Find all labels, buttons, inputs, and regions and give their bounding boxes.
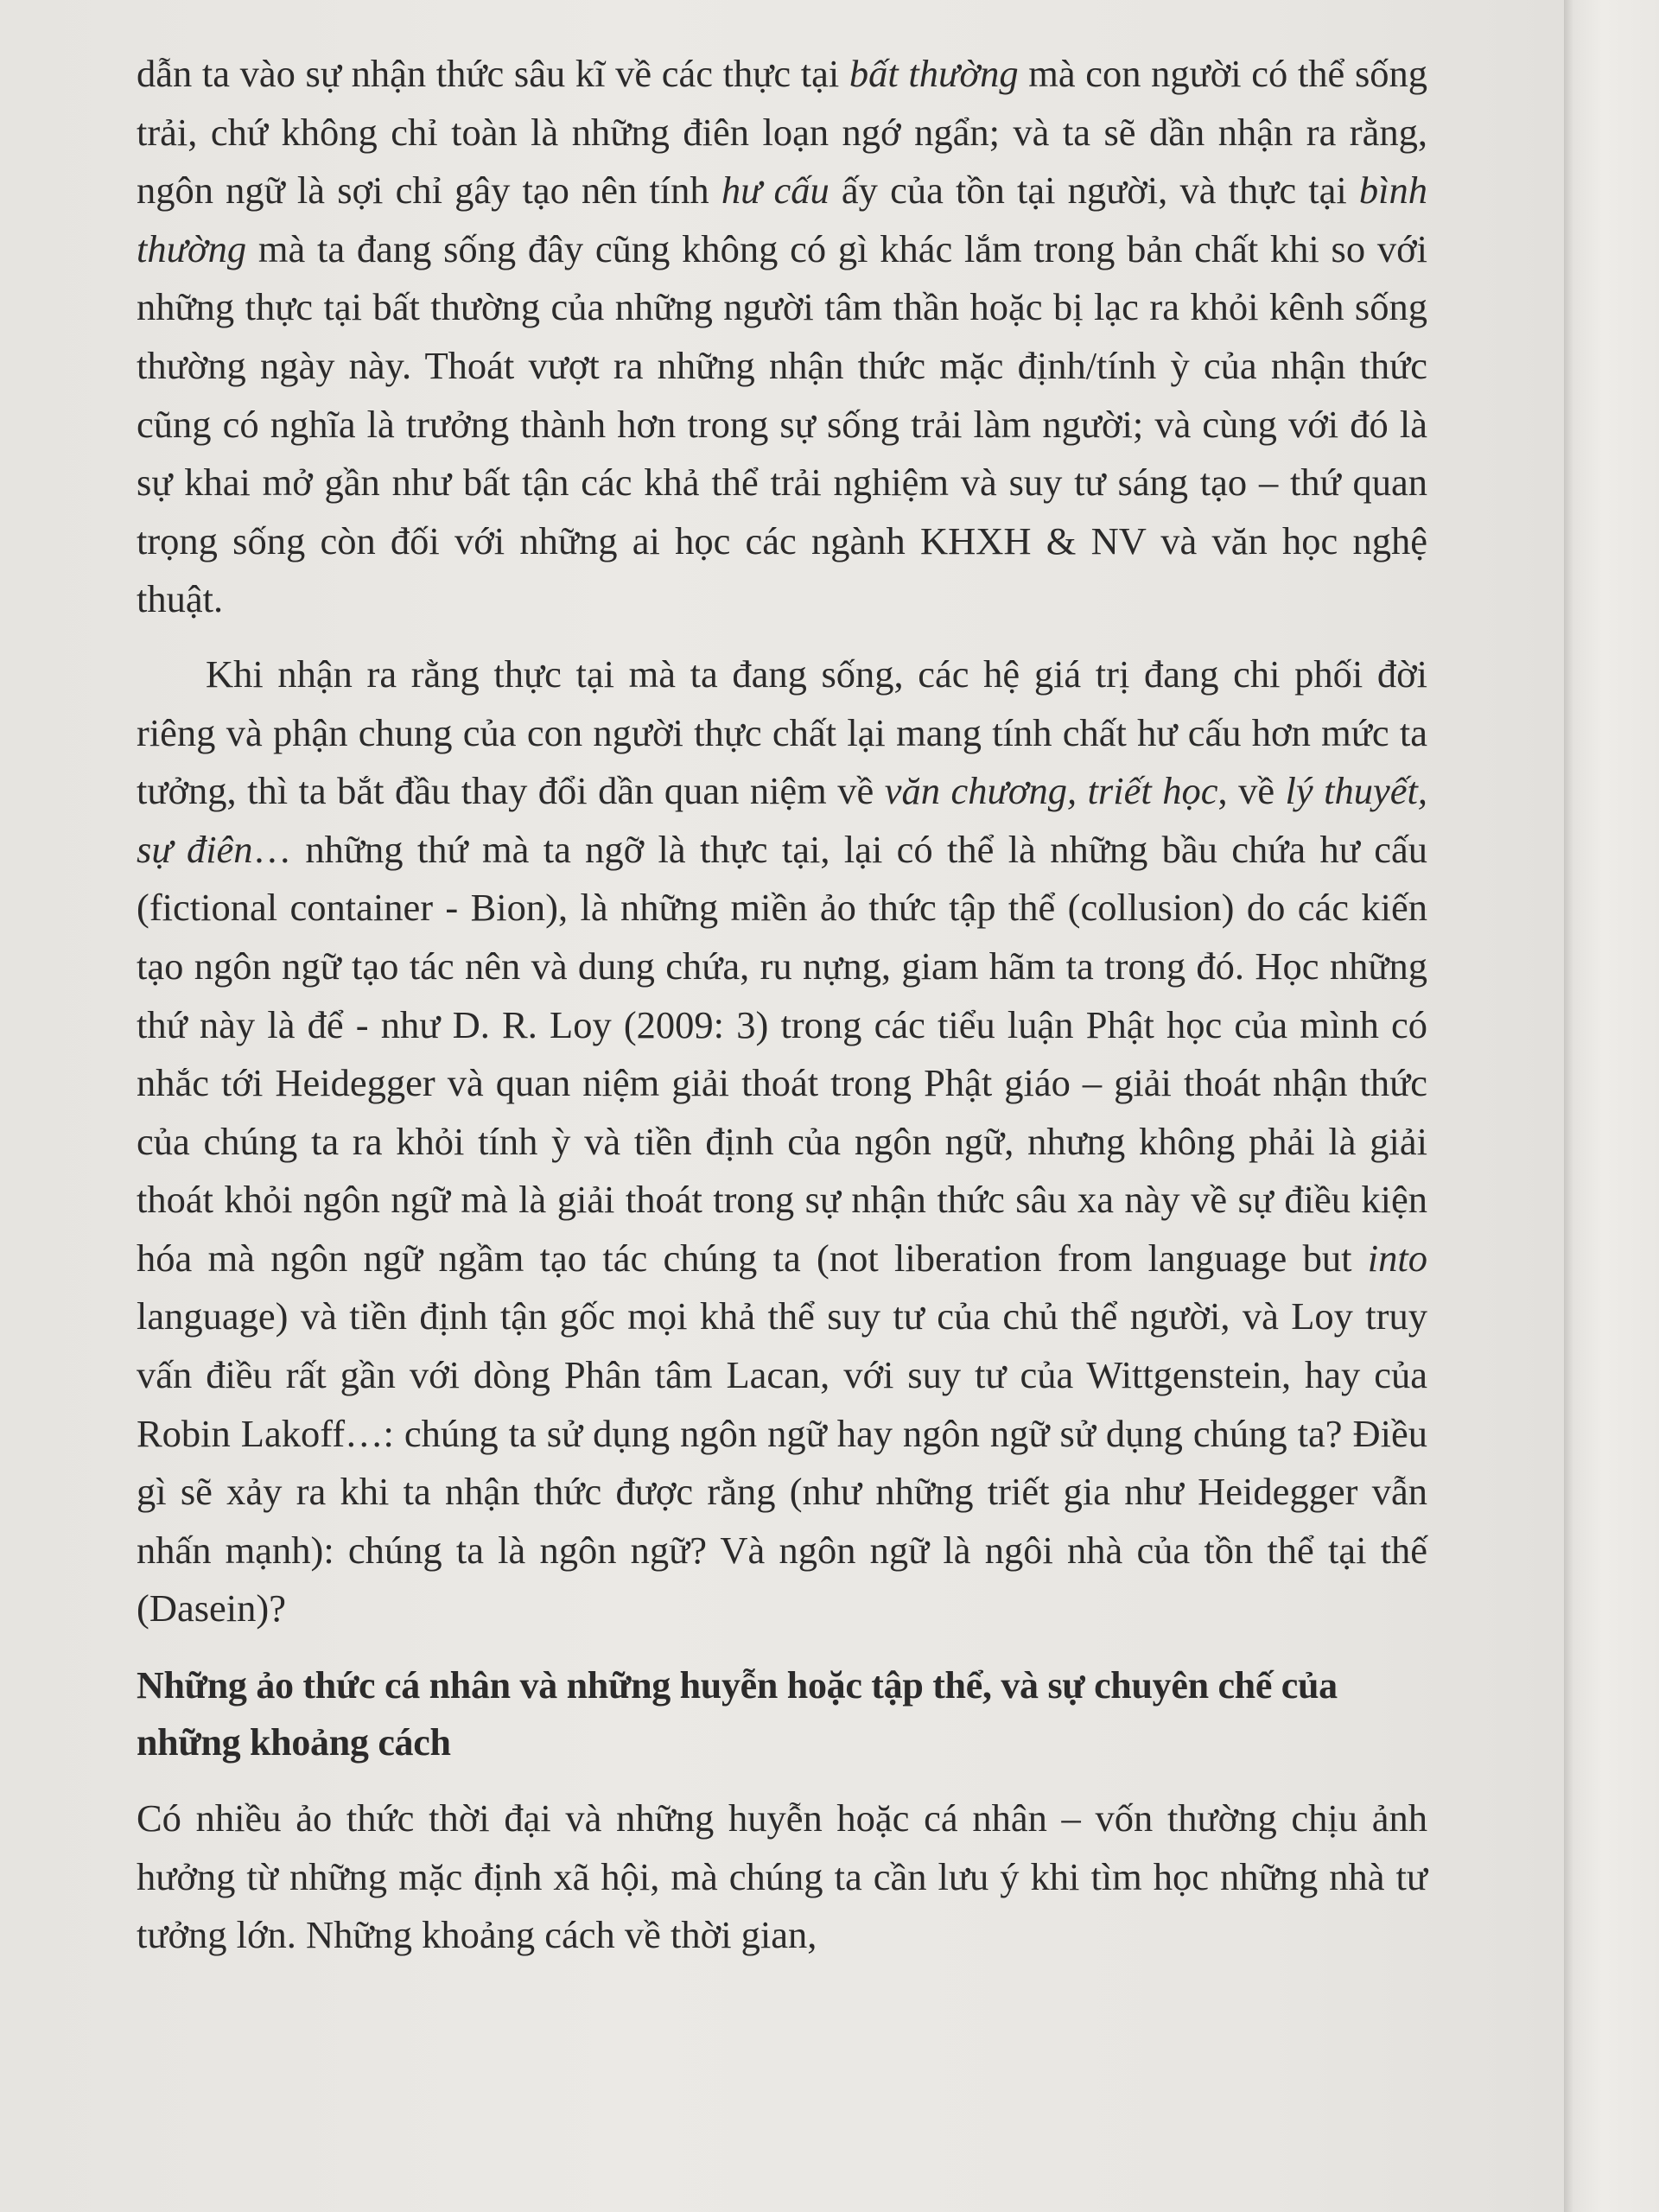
- p1-run: mà ta đang sống đây cũng không có gì khác lắm trong bản chất khi so với những thực tại bất thường của những người tâm thần hoặc bị lạc ra khỏi kênh sống thường ngày này. Thoát vượt ra những nhận thức mặc định/tính ỳ của nhận thức cũng có nghĩa là trưởng thành hơn trong sự sống trải làm người; và cùng với đó là sự khai mở gần như bất tận các khả thể trải nghiệm và suy tư sáng tạo – thứ quan trọng sống còn đối với những ai học các ngành KHXH & NV và văn học nghệ thuật.: [137, 226, 1427, 621]
- page-text: [137, 45, 1427, 1965]
- p2-italic-run: lý thuyết, sự điên: [137, 769, 1427, 871]
- paragraph-2: [137, 645, 1427, 1638]
- p1-run: ấy của tồn tại người, và thực tại: [829, 168, 1359, 213]
- p1-run: dẫn ta vào sự nhận thức sâu kĩ về các thực tại: [137, 52, 849, 95]
- p1-italic-run: bất thường: [849, 52, 1019, 95]
- p2-run: language) và tiền định tận gốc mọi khả thể suy tư của chủ thể người, và Loy truy vấn điều rất gần với dòng Phân tâm Lacan, với suy tư của Wittgenstein, hay của Robin Lakoff…: chúng ta sử dụng ngôn ngữ hay ngôn ngữ sử dụng chúng ta? Điều gì sẽ xảy ra khi ta nhận thức được rằng (như những triết gia như Heidegger vẫn nhấn mạnh): chúng ta là ngôn ngữ? Và ngôn ngữ là ngôi nhà của tồn thể tại thế (Dasein)?: [137, 1294, 1427, 1630]
- p2-run: … những thứ mà ta ngỡ là thực tại, lại có thể là những bầu chứa hư cấu (fictional container - Bion), là những miền ảo thức tập thể (collusion) do các kiến tạo ngôn ngữ tạo tác nên và dung chứa, ru nựng, giam hãm ta trong đó. Học những thứ này là để - như D. R. Loy (2009: 3) trong các tiểu luận Phật học của mình có nhắc tới Heidegger và quan niệm giải thoát trong Phật giáo – giải thoát nhận thức của chúng ta ra khỏi tính ỳ và tiền định của ngôn ngữ, nhưng không phải là giải thoát khỏi ngôn ngữ mà là giải thoát trong sự nhận thức sâu xa này về sự điều kiện hóa mà ngôn ngữ ngầm tạo tác chúng ta (not liberation from language but: [137, 827, 1427, 1280]
- p1-italic-run: bình thường: [137, 168, 1428, 270]
- paragraph-1: [137, 45, 1427, 629]
- section-heading: Những ảo thức cá nhân và những huyễn hoặc tập thể, và sự chuyên chế của những khoảng cách: [137, 1664, 1338, 1764]
- p2-run: , về: [1217, 769, 1286, 813]
- p2-run: Khi nhận ra rằng thực tại mà ta đang sống, các hệ giá trị đang chi phối đời riêng và phận chung của con người thực chất lại mang tính chất hư cấu hơn mức ta tưởng, thì ta bắt đầu thay đổi dần quan niệm về: [137, 652, 1427, 813]
- paragraph-3: Có nhiều ảo thức thời đại và những huyễn hoặc cá nhân – vốn thường chịu ảnh hưởng từ những mặc định xã hội, mà chúng ta cần lưu ý khi tìm học những nhà tư tưởng lớn. Những khoảng cách về thời gian,: [137, 1796, 1427, 1957]
- p1-run: mà con người có thể sống trải, chứ không chỉ toàn là những điên loạn ngớ ngẩn; và ta sẽ dần nhận ra rằng, ngôn ngữ là sợi chỉ gây tạo nên tính: [137, 52, 1428, 213]
- page-edge-shadow: [1564, 0, 1659, 2212]
- p2-italic-run: into: [1367, 1236, 1427, 1280]
- p1-italic-run: hư cấu: [721, 168, 830, 213]
- p2-italic-run: văn chương, triết học: [884, 769, 1218, 813]
